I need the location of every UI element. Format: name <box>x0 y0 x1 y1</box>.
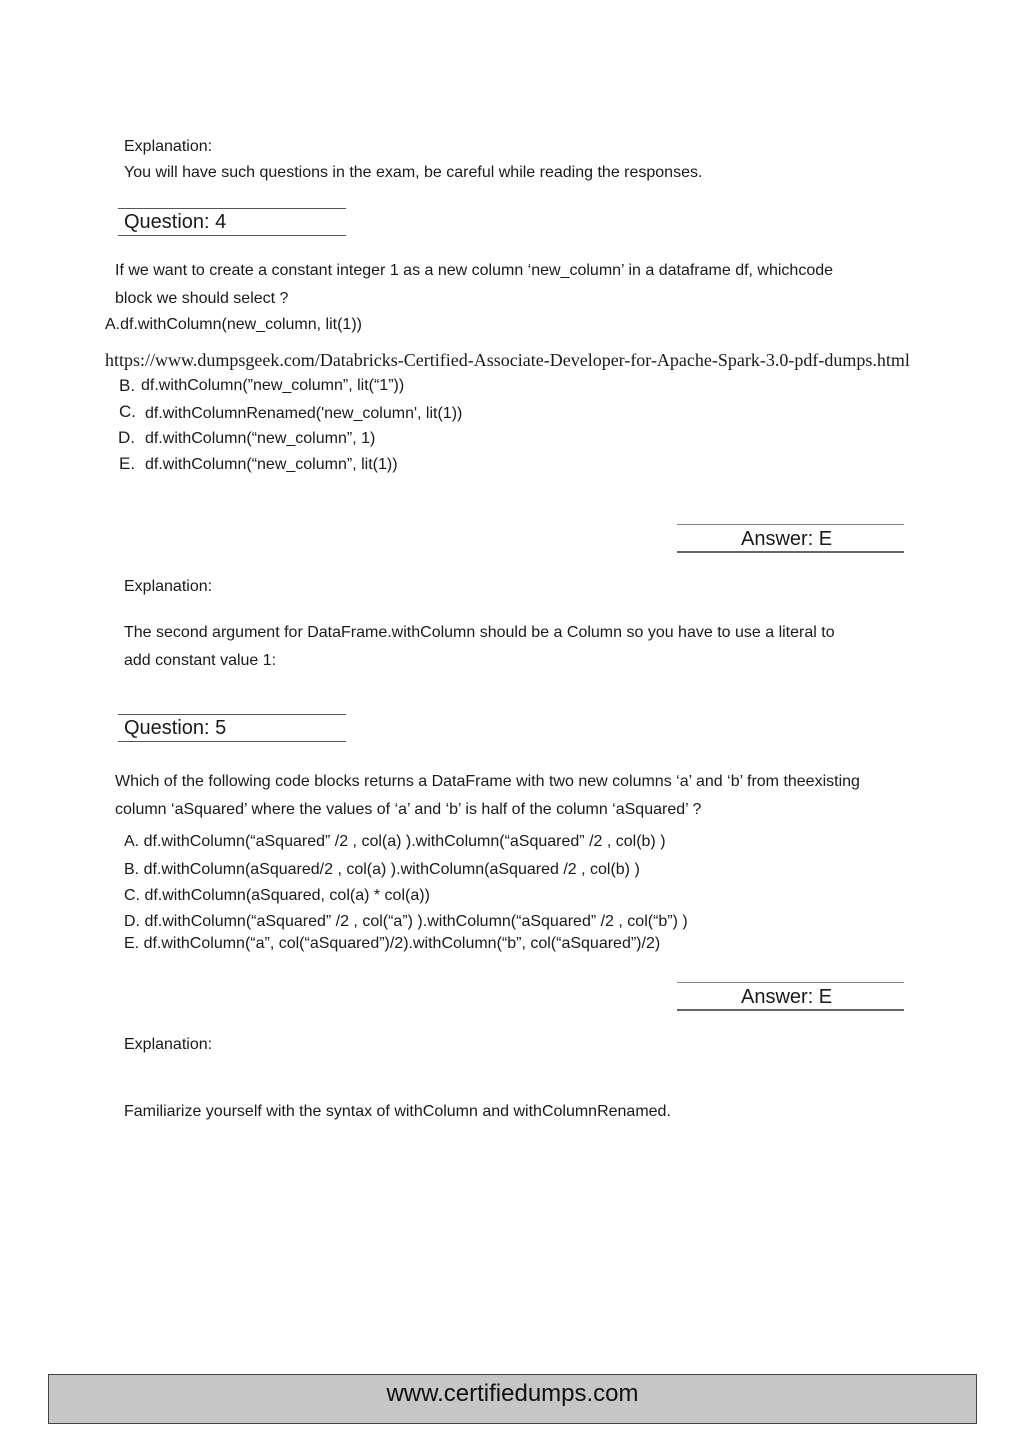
question-4-header <box>118 208 346 236</box>
question-4-explanation-line-1: The second argument for DataFrame.withColumn should be a Column so you have to use a literal to <box>124 624 835 641</box>
question-5-option-b: B. df.withColumn(aSquared/2 , col(a) ).withColumn(aSquared /2 , col(b) ) <box>124 861 640 878</box>
option-text: df.withColumn(“new_column”, lit(1)) <box>145 456 398 473</box>
option-text: df.withColumnRenamed('new_column', lit(1)) <box>145 405 463 422</box>
footer-site-link[interactable]: www.certifiedumps.com <box>386 1380 639 1407</box>
question-4-option-a: A.df.withColumn(new_column, lit(1)) <box>105 316 362 333</box>
question-5-explanation-label: Explanation: <box>124 1036 213 1053</box>
question-5-option-d: D. df.withColumn(“aSquared” /2 , col(“a”) ).withColumn(“aSquared” /2 , col(“b”) ) <box>124 913 688 930</box>
explanation-text: You will have such questions in the exam, be careful while reading the responses. <box>124 164 703 181</box>
footer-bar <box>48 1374 977 1424</box>
question-4-prompt-line-2: block we should select ? <box>115 290 289 307</box>
option-letter: C. <box>119 402 136 421</box>
question-4-explanation-label: Explanation: <box>124 578 213 595</box>
option-text: df.withColumn(“new_column”, 1) <box>145 430 376 447</box>
explanation-label: Explanation: <box>124 138 213 155</box>
question-5-option-c: C. df.withColumn(aSquared, col(a) * col(a)) <box>124 887 430 904</box>
question-4-title: Question: 4 <box>124 211 227 233</box>
question-5-prompt-line-2: column ‘aSquared’ where the values of ‘a’ and ‘b’ is half of the column ‘aSquared’ ? <box>115 801 702 818</box>
watermark-url: https://www.dumpsgeek.com/Databricks-Certified-Associate-Developer-for-Apache-Spark-3.0-pdf-dumps.html <box>105 350 910 370</box>
option-letter: D. <box>118 428 135 447</box>
question-5-prompt-line-1: Which of the following code blocks returns a DataFrame with two new columns ‘a’ and ‘b’ from theexisting <box>115 773 860 790</box>
question-5-header <box>118 714 346 742</box>
option-letter: E. <box>119 454 136 473</box>
option-letter: B. <box>119 376 136 395</box>
question-5-title: Question: 5 <box>124 717 227 739</box>
question-5-answer <box>677 982 904 1011</box>
answer-text: Answer: E <box>741 986 833 1008</box>
question-4-answer <box>677 524 904 553</box>
question-4-explanation-line-2: add constant value 1: <box>124 652 277 669</box>
question-5-option-a: A. df.withColumn(“aSquared” /2 , col(a) ).withColumn(“aSquared” /2 , col(b) ) <box>124 833 666 850</box>
option-text: df.withColumn(”new_column”, lit(“1”)) <box>141 377 405 394</box>
question-4-prompt-line-1: If we want to create a constant integer 1 as a new column ‘new_column’ in a dataframe df, whichcode <box>115 262 834 279</box>
question-5-option-e: E. df.withColumn(“a”, col(“aSquared”)/2).withColumn(“b”, col(“aSquared”)/2) <box>124 935 661 952</box>
answer-text: Answer: E <box>741 528 833 550</box>
question-5-explanation-text: Familiarize yourself with the syntax of withColumn and withColumnRenamed. <box>124 1103 671 1120</box>
